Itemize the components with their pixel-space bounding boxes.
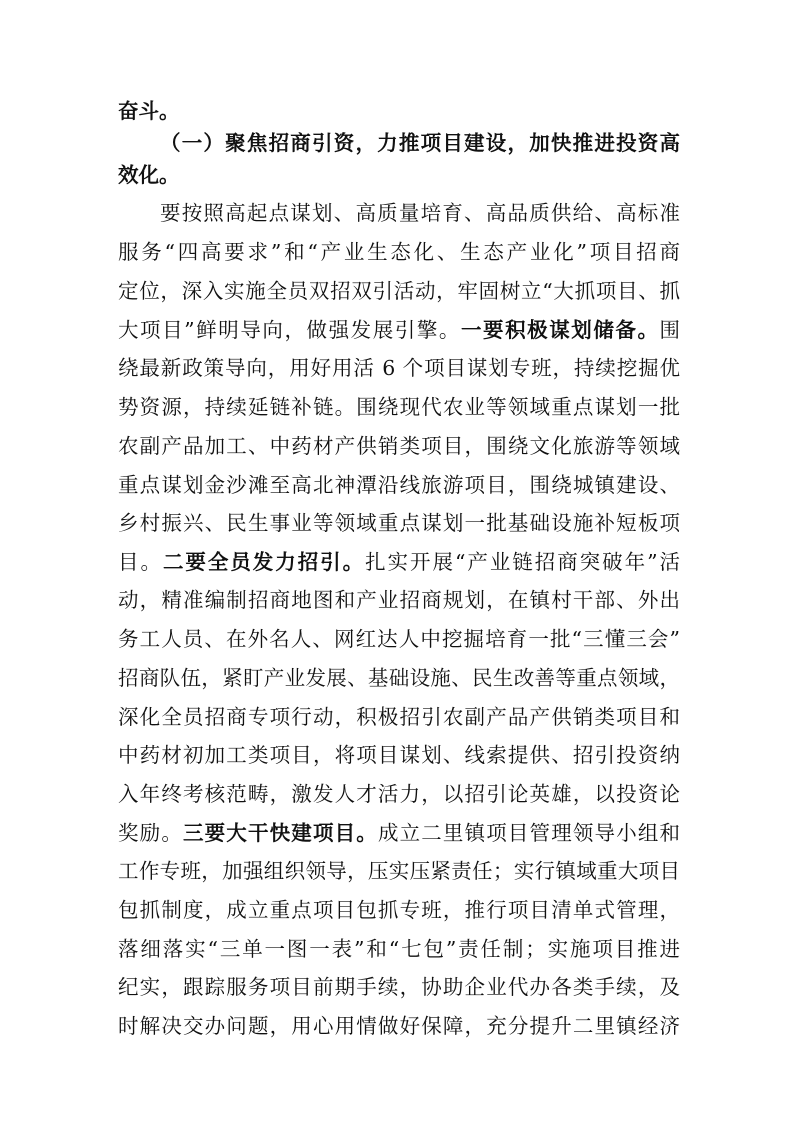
bold-heading-text: 三要大干快建项目。 <box>182 821 378 845</box>
text-line <box>160 125 680 161</box>
body-text: 入年终考核范畴，激发人才活力，以招引论英雄，以投资论 <box>118 782 680 806</box>
body-text: 大项目”鲜明导向，做强发展引擎。 <box>118 318 461 342</box>
text-line <box>118 931 680 967</box>
body-text: 中药材初加工类项目，将项目谋划、线索提供、招引投资纳 <box>118 743 680 767</box>
text-line <box>118 157 680 193</box>
text-line <box>118 582 680 618</box>
text-line <box>118 350 680 386</box>
body-text: 奖励。 <box>118 821 183 845</box>
body-text: 时解决交办问题，用心用情做好保障，充分提升二里镇经济 <box>118 1014 680 1038</box>
text-line <box>118 699 680 735</box>
bold-heading-text: （一）聚焦招商引资，力推项目建设，加快推进投资高 <box>160 131 680 155</box>
text-line <box>118 505 680 541</box>
body-text: 扎实开展“产业链招商突破年”活 <box>365 550 681 574</box>
text-line <box>118 467 680 503</box>
bold-heading-text: 二要全员发力招引。 <box>162 550 366 574</box>
text-line <box>118 737 680 773</box>
body-text: 重点谋划金沙滩至高北神潭沿线旅游项目，围绕城镇建设、 <box>118 473 680 497</box>
text-line <box>118 776 680 812</box>
body-text: 乡村振兴、民生事业等领域重点谋划一批基础设施补短板项 <box>118 511 680 535</box>
body-text: 绕最新政策导向，用好用活 6 个项目谋划专班，持续挖掘优 <box>118 356 680 380</box>
text-line <box>118 428 680 464</box>
text-line <box>118 312 680 348</box>
body-text: 定位，深入实施全员双招双引活动，牢固树立“大抓项目、抓 <box>118 279 680 303</box>
text-line <box>118 273 680 309</box>
text-line <box>118 853 680 889</box>
body-text: 务工人员、在外名人、网红达人中挖掘培育一批“三懂三会” <box>118 627 680 651</box>
body-text: 招商队伍，紧盯产业发展、基础设施、民生改善等重点领域， <box>118 666 680 690</box>
body-text: 要按照高起点谋划、高质量培育、高品质供给、高标准 <box>160 201 680 225</box>
body-text: 势资源，持续延链补链。围绕现代农业等领域重点谋划一批 <box>118 395 680 419</box>
body-text: 纪实，跟踪服务项目前期手续，协助企业代办各类手续，及 <box>118 975 680 999</box>
body-text: 落细落实“三单一图一表”和“七包”责任制；实施项目推进 <box>118 937 680 961</box>
body-text: 服务“四高要求”和“产业生态化、生态产业化”项目招商 <box>118 240 680 264</box>
body-text: 农副产品加工、中药材产供销类项目，围绕文化旅游等领域 <box>118 434 680 458</box>
text-line <box>118 234 680 270</box>
text-line <box>118 93 680 129</box>
text-line <box>118 544 680 580</box>
body-text: 动，精准编制招商地图和产业招商规划，在镇村干部、外出 <box>118 588 680 612</box>
bold-heading-text: 奋斗。 <box>118 99 180 123</box>
body-text: 成立二里镇项目管理领导小组和 <box>377 821 681 845</box>
text-line <box>160 195 680 231</box>
body-text: 包抓制度，成立重点项目包抓专班，推行项目清单式管理， <box>118 898 680 922</box>
text-line <box>118 660 680 696</box>
text-line <box>118 389 680 425</box>
body-text: 深化全员招商专项行动，积极招引农副产品产供销类项目和 <box>118 705 680 729</box>
body-text: 围 <box>659 318 680 342</box>
text-line <box>118 815 680 851</box>
body-text: 工作专班，加强组织领导，压实压紧责任；实行镇域重大项目 <box>118 859 680 883</box>
text-line <box>118 969 680 1005</box>
body-text: 目。 <box>118 550 163 574</box>
text-line <box>118 892 680 928</box>
text-line <box>118 1008 680 1044</box>
bold-heading-text: 效化。 <box>118 163 180 187</box>
text-line <box>118 621 680 657</box>
bold-heading-text: 一要积极谋划储备。 <box>460 318 660 342</box>
